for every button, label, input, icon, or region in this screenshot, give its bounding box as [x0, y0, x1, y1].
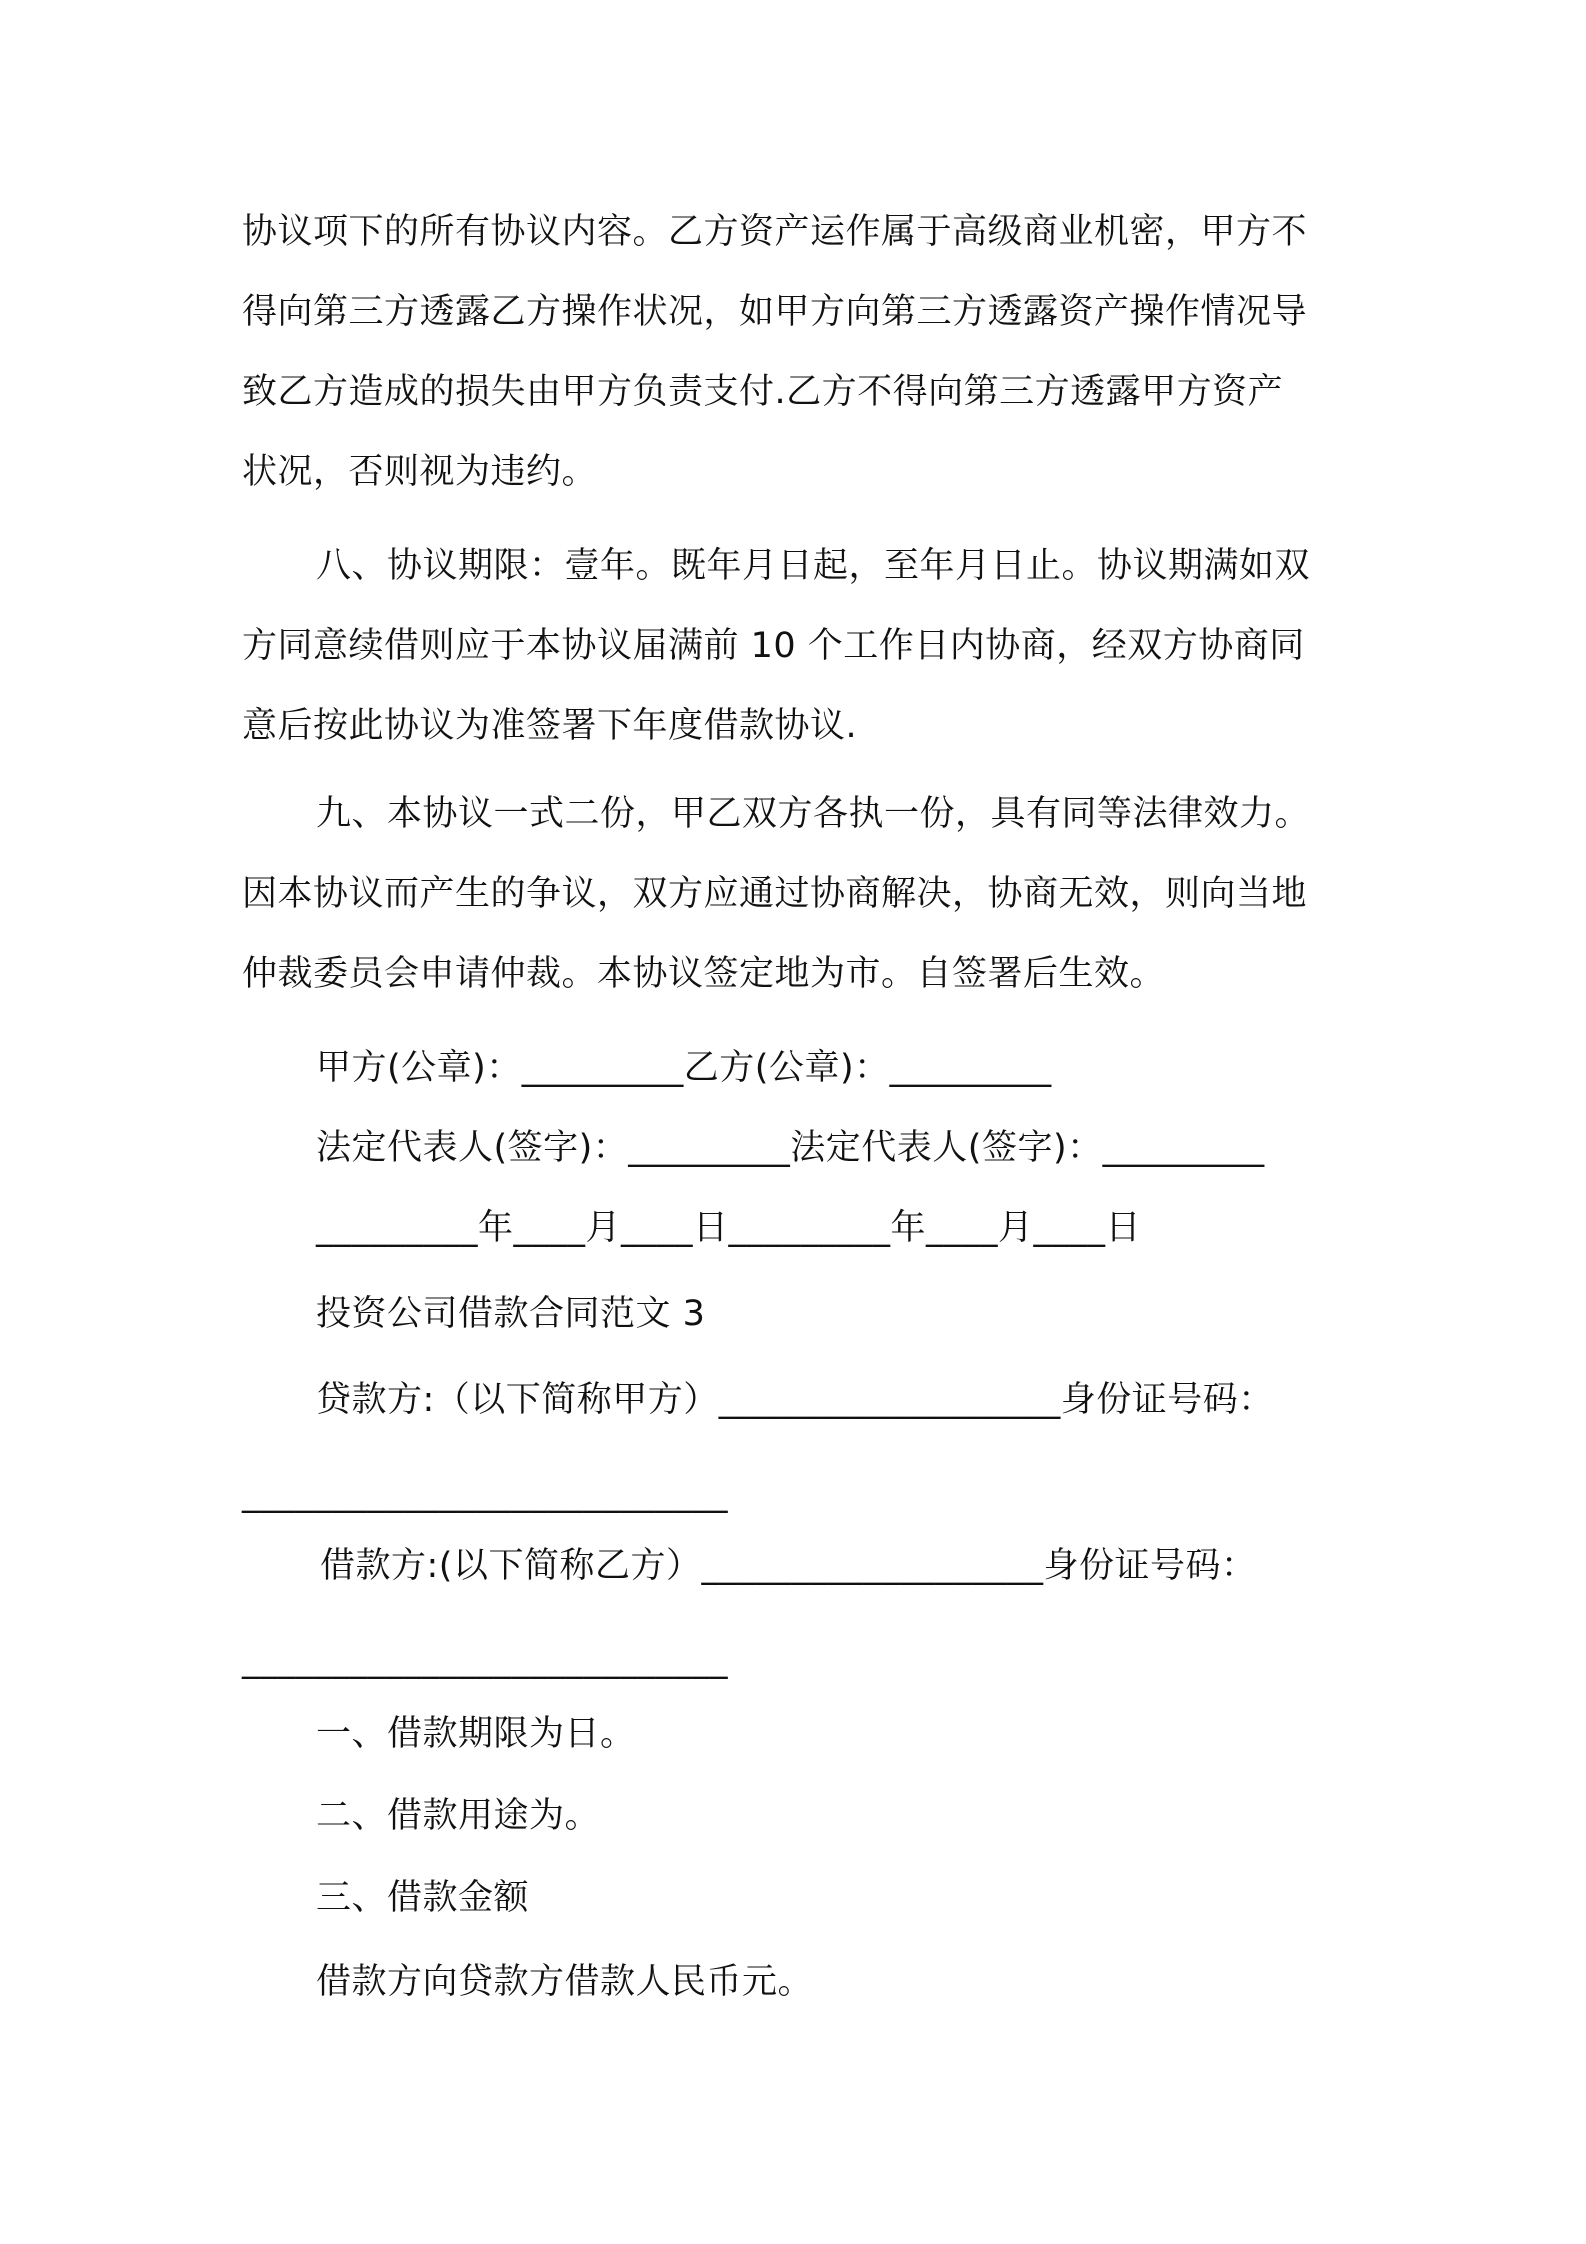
clause-line: 一、借款期限为日。 — [316, 1714, 636, 1754]
signature-line-representative: 法定代表人(签字)：_________法定代表人(签字)：_________ — [316, 1128, 1265, 1168]
clause-line: 二、借款用途为。 — [316, 1796, 601, 1836]
section-title: 投资公司借款合同范文 3 — [316, 1294, 706, 1334]
paragraph-line: 因本协议而产生的争议，双方应通过协商解决，协商无效，则向当地 — [242, 874, 1308, 914]
paragraph-line: 方同意续借则应于本协议届满前 10 个工作日内协商，经双方协商同 — [242, 626, 1305, 666]
paragraph-line: 仲裁委员会申请仲裁。本协议签定地为市。自签署后生效。 — [242, 954, 1166, 994]
borrower-line: 借款方:(以下简称乙方）___________________身份证号码： — [320, 1546, 1257, 1586]
paragraph-line: 八、协议期限：壹年。既年月日起，至年月日止。协议期满如双 — [316, 546, 1311, 586]
paragraph-line: 意后按此协议为准签署下年度借款协议. — [242, 706, 858, 746]
paragraph-line: 致乙方造成的损失由甲方负责支付.乙方不得向第三方透露甲方资产 — [242, 372, 1284, 412]
signature-line-date: _________年____月____日_________年____月____日 — [316, 1208, 1142, 1248]
paragraph-line: 状况，否则视为违约。 — [242, 452, 598, 492]
clause-line: 借款方向贷款方借款人民币元。 — [316, 1962, 814, 2002]
paragraph-line: 九、本协议一式二份，甲乙双方各执一份，具有同等法律效力。 — [316, 794, 1311, 834]
signature-line-seal: 甲方(公章)：_________乙方(公章)：_________ — [316, 1048, 1052, 1088]
borrower-id-blank: ___________________________ — [242, 1640, 728, 1680]
lender-line: 贷款方:（以下简称甲方）___________________身份证号码： — [316, 1380, 1274, 1420]
paragraph-line: 得向第三方透露乙方操作状况，如甲方向第三方透露资产操作情况导 — [242, 292, 1308, 332]
clause-line: 三、借款金额 — [316, 1878, 530, 1918]
paragraph-line: 协议项下的所有协议内容。乙方资产运作属于高级商业机密，甲方不 — [242, 212, 1308, 252]
lender-id-blank: ___________________________ — [242, 1474, 728, 1514]
